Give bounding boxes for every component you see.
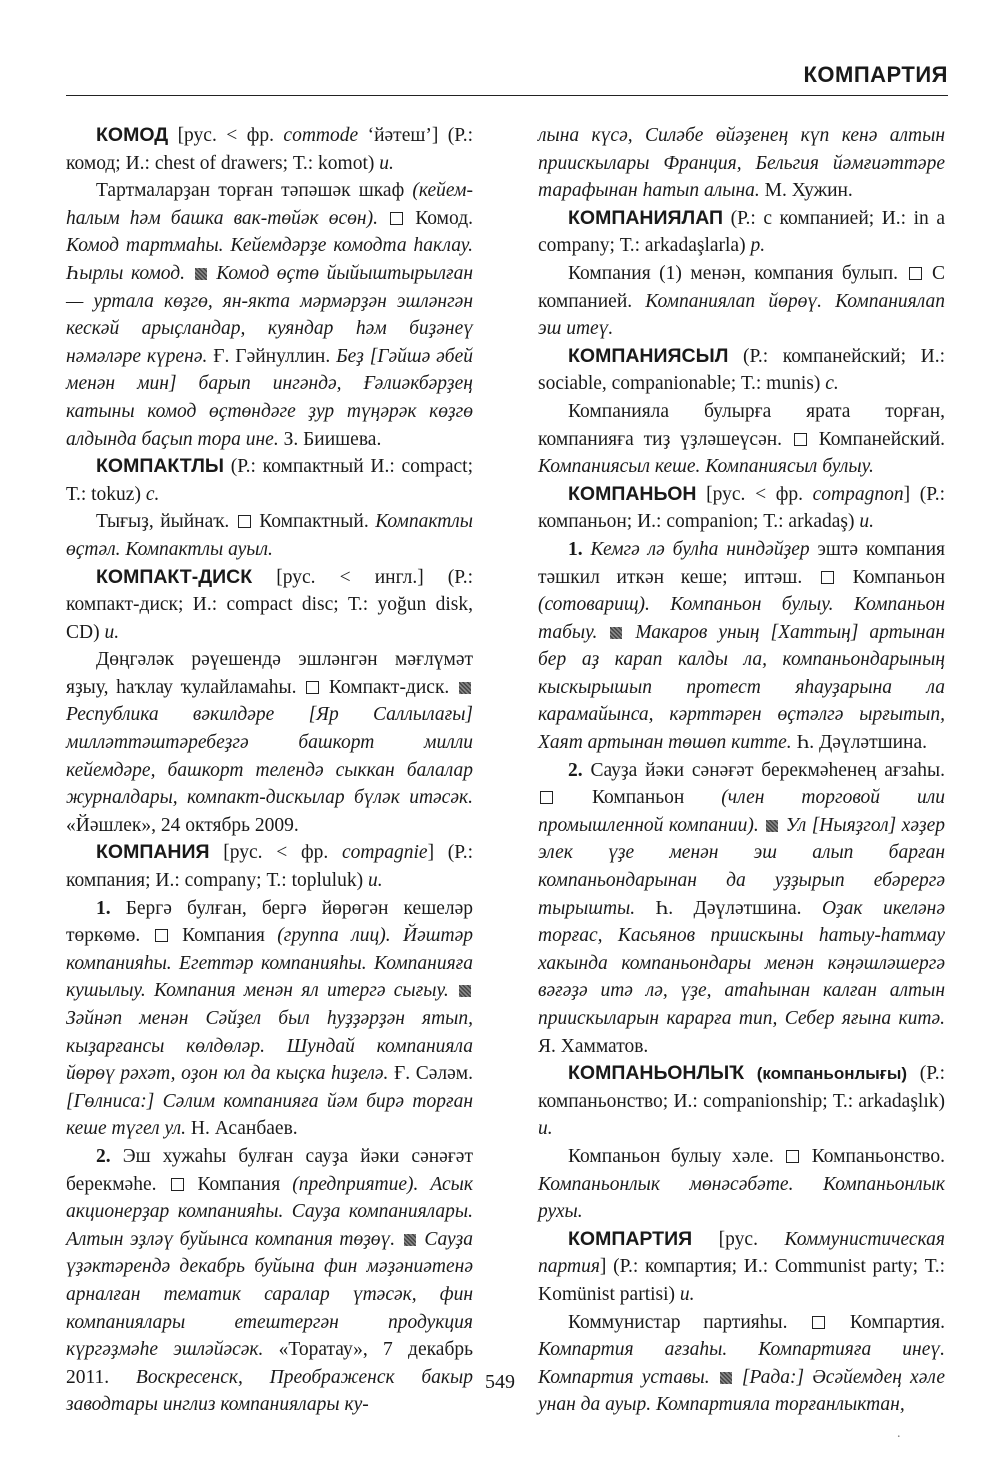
headword: КОМПАНИЯСЫЛ: [568, 344, 729, 367]
part-of-speech: и.: [679, 1283, 695, 1305]
headword: КОМПАНЬОН: [568, 482, 697, 505]
sense-1: 1. Бергә булған, бергә йөрөгән кешеләр төркөмө. Компания (группа лиц). Йәштәр компанияһы. Егеттәр компанияһы. Компанияға кушылыу. Компания менән ял итергә сығыу. Зәйнәп менән Сәйҙел был һуҙҙәрҙән ятып, кыҙарғансы көлдөләр. Шундай компанияла йөрөү рәхәт, оҙон юл да кыҫка һиҙелә. Ғ. Сәләм. [Гөлниса:] Сәлим компанияға йәм бирә торған кеше түгел ул. Н. Асанбаев.: [66, 897, 473, 1140]
headword: КОМПАНИЯЛАП: [568, 206, 724, 229]
definition: Тартмаларҙан торған тәпәшәк шкаф (кейем-һалым һәм башка вак-төйәк өсөн). Комод. Комод тартмаһы. Кейемдәрҙе комодта һаклау. Һырлы комод. Комод өҫтө йыйыштырылған — уртала көҙгө, ян-якта мәрмәрҙән эшләнгән кескәй арыҫландар, куяндар һәм биҙәнеү нәмәләре күренә. Ғ. Гәйнуллин. Беҙ [Гәйшә әбей менән мин] барып ингәндә, Ғәлиәкбәрҙең катыны комод өҫтөндәге ҙур түңәрәк көҙгө алдында баҫып тора ине. З. Биишева.: [66, 180, 474, 450]
definition: Тығыҙ, йыйнаҡ. Компактный. Компактлы өҫтәл. Компактлы ауыл.: [66, 511, 474, 560]
shaded-square-icon: [459, 682, 471, 694]
square-icon: [238, 515, 251, 528]
square-icon: [821, 571, 834, 584]
entry-kompaktly: КОМПАКТЛЫ (Р.: компактный И.: compact; Т.: tokuz) с.: [66, 455, 473, 505]
square-icon: [786, 1150, 799, 1163]
sense-1: 1. Кемгә лә булһа ниндәйҙер эштә компания тәшкил иткән кеше; иптәш. Компаньон (сотоварищ). Компаньон булыу. Компаньон табыу. Макаров уның [Хаттың] артынан бер аҙ карап калды ла, компаньондарының кыскырышып протест яһауҙарына ла карамайынса, кәрттәрен өҫтәлгә ырғытып, Хаят артынан төшөп китте. Һ. Дәүләтшина.: [538, 538, 946, 754]
left-column: [66, 122, 473, 1419]
headword: КОМПАКТ-ДИСК: [96, 565, 253, 588]
part-of-speech: и.: [538, 1118, 553, 1140]
sense-number: 2.: [96, 1145, 111, 1167]
shaded-square-icon: [459, 985, 471, 997]
entry-kompanonlyk: КОМПАНЬОНЛЫҠ (компаньонлығы) (Р.: компаньонство; И.: companionship; Т.: arkadaşlık) и.: [538, 1062, 945, 1140]
square-icon: [540, 791, 553, 804]
shaded-square-icon: [610, 627, 622, 639]
sense-2: 2. Сауҙа йәки сәнәғәт берекмәһенең ағзаһы. Компаньон (член торговой или промышленной компании). Ул [Ныяҙгол] хәҙер элек үҙе менән эш алып барған компаньондарынан да уҙҙырып ебәрергә тырышты. Һ. Дәүләтшина. Оҙак икеләнә торғас, Касьянов приискыны һатыу-һатмау хакында компаньондары менән кәңәшләшергә вәғәҙә итә лә, үҙе, атаһынан калған алтын приискыларын карарға тип, Себер яғына китә. Я. Хамматов.: [538, 759, 945, 1057]
page-number: 549: [485, 1371, 515, 1393]
entry-kompaniya: КОМПАНИЯ [рус. < фр. compagnie] (Р.: компания; И.: company; Т.: topluluk) и.: [66, 841, 474, 892]
entry-kompaniyasyl: КОМПАНИЯСЫЛ (Р.: компанейский; И.: sociable, companionable; Т.: munis) с.: [538, 344, 945, 395]
entry-kompanon: КОМПАНЬОН [рус. < фр. compagnon] (Р.: компаньон; И.: companion; Т.: arkadaş) и.: [538, 482, 945, 533]
part-of-speech: и.: [379, 152, 394, 174]
headword: КОМПАРТИЯ: [568, 1227, 693, 1250]
shaded-square-icon: [195, 268, 207, 280]
definition: Компания (1) менән, компания булып. С компанией. Компаниялап йөрөү. Компаниялап эш итеү.: [538, 262, 945, 340]
square-icon: [909, 267, 922, 280]
definition: Коммунистар партияһы. Компартия. Компартия ағзаһы. Компартияға инеү. Компартия уставы. [Рада:] Әсәйемдең хәле унан да ауыр. Компартияла торғанлыктан,: [538, 1311, 946, 1416]
definition: Компаньон булыу хәле. Компаньонство. Компаньонлык мөнәсәбәте. Компаньонлык рухы.: [538, 1145, 946, 1223]
entry-komod: КОМОД [рус. < фр. commode ‘йәтеш’] (Р.: комод; И.: chest of drawers; Т.: komot) и.: [66, 124, 473, 174]
entry-kompaniyalap: КОМПАНИЯЛАП (Р.: с компанией; И.: in a company; Т.: arkadaşlarla) р.: [538, 206, 945, 257]
part-of-speech: с.: [145, 483, 160, 505]
square-icon: [171, 1178, 184, 1191]
part-of-speech: р.: [750, 235, 766, 257]
square-icon: [155, 929, 168, 942]
continued-text: лына күсә, Силәбе өйәҙенең күп кенә алтын приискылары Франция, Бельгия йәмғиәттәре тарафынан һатып алына. М. Хужин.: [538, 125, 945, 202]
part-of-speech: и.: [104, 621, 120, 643]
shaded-square-icon: [766, 820, 778, 832]
header-rule: [66, 95, 948, 96]
headword: КОМПАКТЛЫ: [96, 455, 224, 478]
headword: КОМПАНЬОНЛЫҠ: [568, 1062, 745, 1085]
definition: Компанияла булырға ярата торған, компанияға тиҙ үҙләшеүсән. Компанейский. Компаниясыл кеше. Компаниясыл булыу.: [538, 400, 946, 478]
definition: Дөңгәләк рәүешендә эшләнгән мәғлүмәт яҙыу, һаҡлау ҡулайламаһы. Компакт-диск. Республика вәкилдәре [Яр Саллылағы] милләттәштәребеҙгә башкорт милли кейемдәре, башкорт телендә сыккан балалар журналдары, компакт-дискылар бүләк итәсәк. «Йәшлек», 24 октябрь 2009.: [66, 649, 473, 836]
sense-number: 1.: [568, 538, 583, 560]
square-icon: [794, 433, 807, 446]
headword: КОМОД: [96, 124, 169, 146]
sense-number: 1.: [96, 897, 111, 919]
sense-number: 2.: [568, 759, 583, 781]
right-column: [538, 122, 945, 1419]
headword: КОМПАНИЯ: [96, 841, 210, 864]
sense-2: 2. Эш хужаһы булған сауҙа йәки сәнәғәт берекмәһе. Компания (предприятие). Асык акционерҙар компанияһы. Сауҙа компаниялары. Алтын эҙләү буйынса компания төҙөү. Сауҙа үҙәктәрендә декабрь буйына фин мәҙәниәтенә арналған тематик саралар үтәсәк, фин компаниялары етештергән продукция күргәҙмәһе эшләйәсәк. «Торатау», 7 декабрь 2011. Воскресенск, Преображенск бакыр заводтары инглиз компаниялары ку-: [66, 1145, 474, 1416]
part-of-speech: с.: [825, 373, 839, 395]
shaded-square-icon: [404, 1234, 416, 1246]
square-icon: [812, 1316, 825, 1329]
entry-kompakt-disk: КОМПАКТ-ДИСК [рус. < ингл.] (Р.: компакт-диск; И.: compact disc; Т.: yoğun disk, CD) и.: [66, 565, 473, 643]
entry-kompartiya: КОМПАРТИЯ [рус. Коммунистическая партия] (Р.: компартия; И.: Communist party; Т.: Komünist partisi) и.: [538, 1227, 945, 1305]
square-icon: [306, 681, 319, 694]
part-of-speech: и.: [367, 870, 383, 892]
running-head: КОМПАРТИЯ: [803, 62, 948, 87]
part-of-speech: и.: [859, 511, 874, 533]
square-icon: [390, 212, 403, 225]
corner-mark: .: [897, 1426, 901, 1441]
